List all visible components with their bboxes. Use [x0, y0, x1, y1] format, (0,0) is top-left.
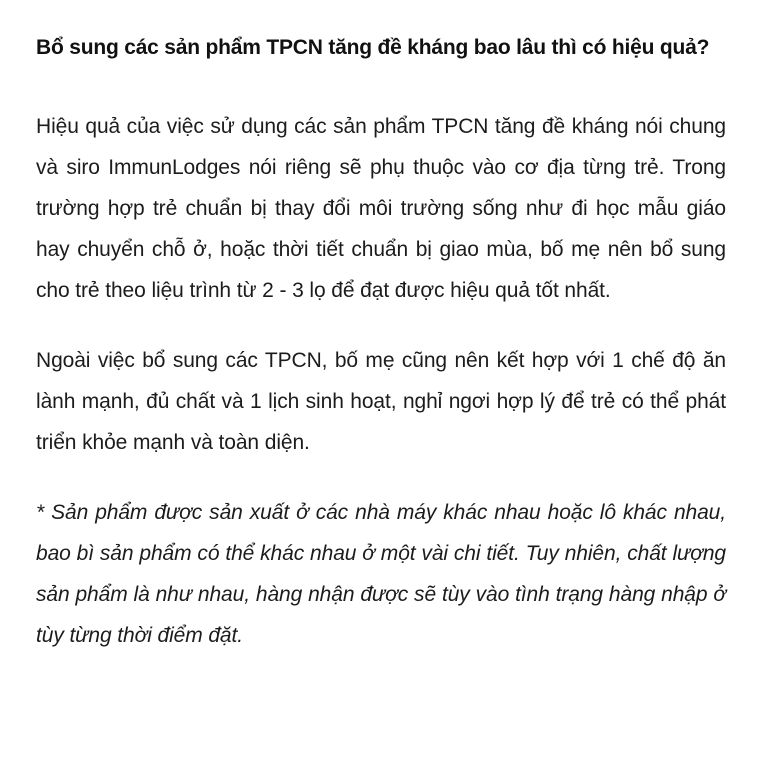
article-heading: Bổ sung các sản phẩm TPCN tăng đề kháng bao lâu thì có hiệu quả?: [36, 36, 710, 59]
product-disclaimer-note: * Sản phẩm được sản xuất ở các nhà máy khác nhau hoặc lô khác nhau, bao bì sản phẩm có thể khác nhau ở một vài chi tiết. Tuy nhiên, chất lượng sản phẩm là như nhau, hàng nhận được sẽ tùy vào tình trạng hàng nhập ở tùy từng thời điểm đặt.: [36, 501, 726, 647]
article-body: [36, 0, 726, 656]
paragraph-effectiveness: Hiệu quả của việc sử dụng các sản phẩm TPCN tăng đề kháng nói chung và siro ImmunLodges nói riêng sẽ phụ thuộc vào cơ địa từng trẻ. Trong trường hợp trẻ chuẩn bị thay đổi môi trường sống như đi học mẫu giáo hay chuyển chỗ ở, hoặc thời tiết chuẩn bị giao mùa, bố mẹ nên bổ sung cho trẻ theo liệu trình từ 2 - 3 lọ để đạt được hiệu quả tốt nhất.: [36, 115, 726, 302]
paragraph-lifestyle: Ngoài việc bổ sung các TPCN, bố mẹ cũng nên kết hợp với 1 chế độ ăn lành mạnh, đủ chất và 1 lịch sinh hoạt, nghỉ ngơi hợp lý để trẻ có thể phát triển khỏe mạnh và toàn diện.: [36, 349, 726, 454]
